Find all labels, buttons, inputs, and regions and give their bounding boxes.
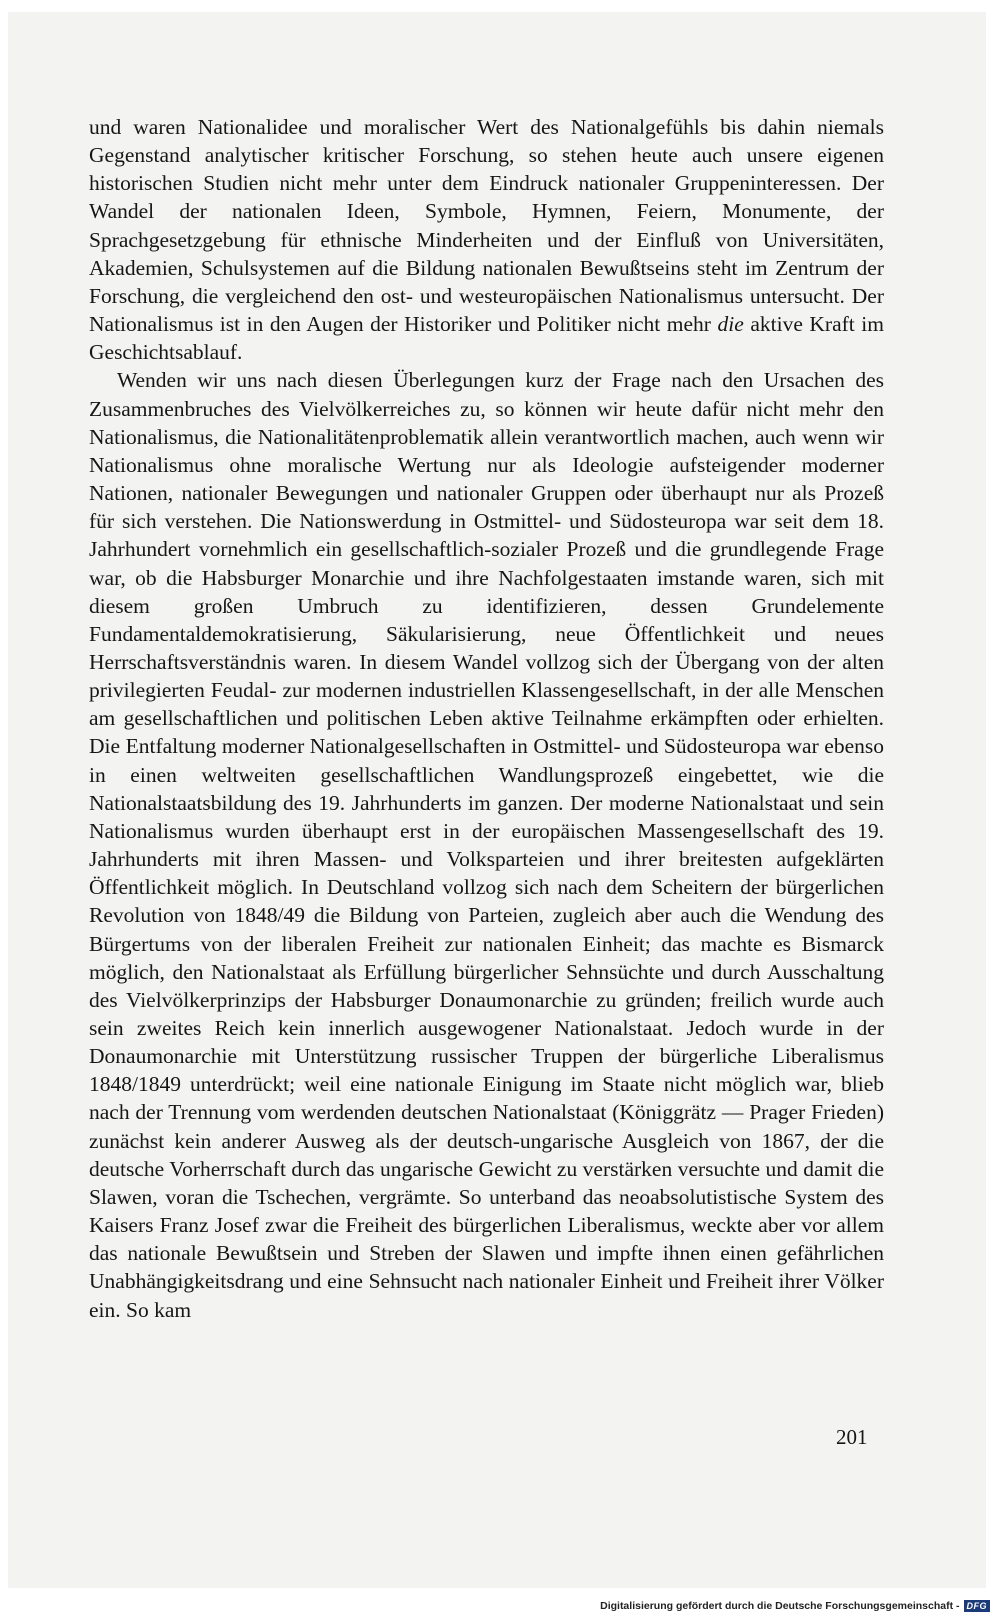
footer-credit-text: Digitalisierung gefördert durch die Deutsche Forschungsgemeinschaft - xyxy=(600,1600,960,1612)
body-text xyxy=(89,113,884,1324)
emphasized-word: die xyxy=(717,312,744,337)
paragraph-2: Wenden wir uns nach diesen Überlegungen kurz der Frage nach den Ursachen des Zusammenbruches des Vielvölkerreiches zu, so können wir heute dafür nicht mehr den Nationalismus, die Nationalitätenproblematik allein verantwortlich machen, auch wenn wir Nationalismus ohne moralische Wertung nur als Ideologie aufsteigender moderner Nationen, nationaler Bewegungen und nationaler Gruppen oder überhaupt nur als Prozeß für sich verstehen. Die Nationswerdung in Ostmittel- und Südosteuropa war seit dem 18. Jahrhundert vornehmlich ein gesellschaftlich-sozialer Prozeß und die grundlegende Frage war, ob die Habsburger Monarchie und ihre Nachfolgestaaten imstande waren, sich mit diesem großen Umbruch zu identifizieren, dessen Grundelemente Fundamentaldemokratisierung, Säkularisierung, neue Öffentlichkeit und neues Herrschaftsverständnis waren. In diesem Wandel vollzog sich der Übergang von der alten privilegierten Feudal- zur modernen industriellen Klassengesellschaft, in der alle Menschen am gesellschaftlichen und politischen Leben aktive Teilnahme erkämpften oder erhielten. Die Entfaltung moderner Nationalgesellschaften in Ostmittel- und Südosteuropa war ebenso in einen weltweiten gesellschaftlichen Wandlungsprozeß eingebettet, wie die Nationalstaatsbildung des 19. Jahrhunderts im ganzen. Der moderne Nationalstaat und sein Nationalismus wurden überhaupt erst in der europäischen Massengesellschaft des 19. Jahrhunderts mit ihren Massen- und Volksparteien und ihrer breitesten aufgeklärten Öffentlichkeit möglich. In Deutschland vollzog sich nach dem Scheitern der bürgerlichen Revolution von 1848/49 die Bildung von Parteien, zugleich aber auch die Wendung des Bürgertums von der liberalen Freiheit zur nationalen Einheit; das machte es Bismarck möglich, den Nationalstaat als Erfüllung bürgerlicher Sehnsüchte und durch Ausschaltung des Vielvölkerprinzips der Habsburger Donaumonarchie zu gründen; freilich wurde auch sein zweites Reich kein innerlich ausgewogener Nationalstaat. Jedoch wurde in der Donaumonarchie mit Unterstützung russischer Truppen der bürgerliche Liberalismus 1848/1849 unterdrückt; weil eine nationale Einigung im Staate nicht möglich war, blieb nach der Trennung vom werdenden deutschen Nationalstaat (Königgrätz — Prager Frieden) zunächst kein anderer Ausweg als der deutsch-ungarische Ausgleich von 1867, der die deutsche Vorherrschaft durch das ungarische Gewicht zu verstärken versuchte und damit die Slawen, voran die Tschechen, vergrämte. So unterband das neoabsolutistische System des Kaisers Franz Josef zwar die Freiheit des bürgerlichen Liberalismus, weckte aber vor allem das nationale Bewußtsein und Streben der Slawen und impfte ihnen einen gefährlichen Unabhängigkeitsdrang und eine Sehnsucht nach nationaler Einheit und Freiheit ihrer Völker ein. So kam xyxy=(89,368,884,1322)
paragraph-1-text: und waren Nationalidee und moralischer Wert des Nationalgefühls bis dahin niemals Gegenstand analytischer kritischer Forschung, so stehen heute auch unsere eigenen historischen Studien nicht mehr unter dem Eindruck nationaler Gruppeninteressen. Der Wandel der nationalen Ideen, Symbole, Hymnen, Feiern, Monumente, der Sprachgesetzgebung für ethnische Minderheiten und der Einfluß von Universitäten, Akademien, Schulsystemen auf die Bildung nationalen Bewußtseins steht im Zentrum der Forschung, die vergleichend den ost- und westeuropäischen Nationalismus untersucht. Der Nationalismus ist in den Augen der Historiker und Politiker nicht mehr xyxy=(89,115,884,337)
digitization-footer xyxy=(600,1597,990,1615)
book-page xyxy=(8,12,986,1588)
page-number: 201 xyxy=(836,1425,868,1449)
paragraph-1-ending: aktive Kraft im Geschichtsablauf. xyxy=(89,312,884,365)
dfg-logo: DFG xyxy=(964,1600,991,1612)
paragraph-1 xyxy=(89,113,884,366)
